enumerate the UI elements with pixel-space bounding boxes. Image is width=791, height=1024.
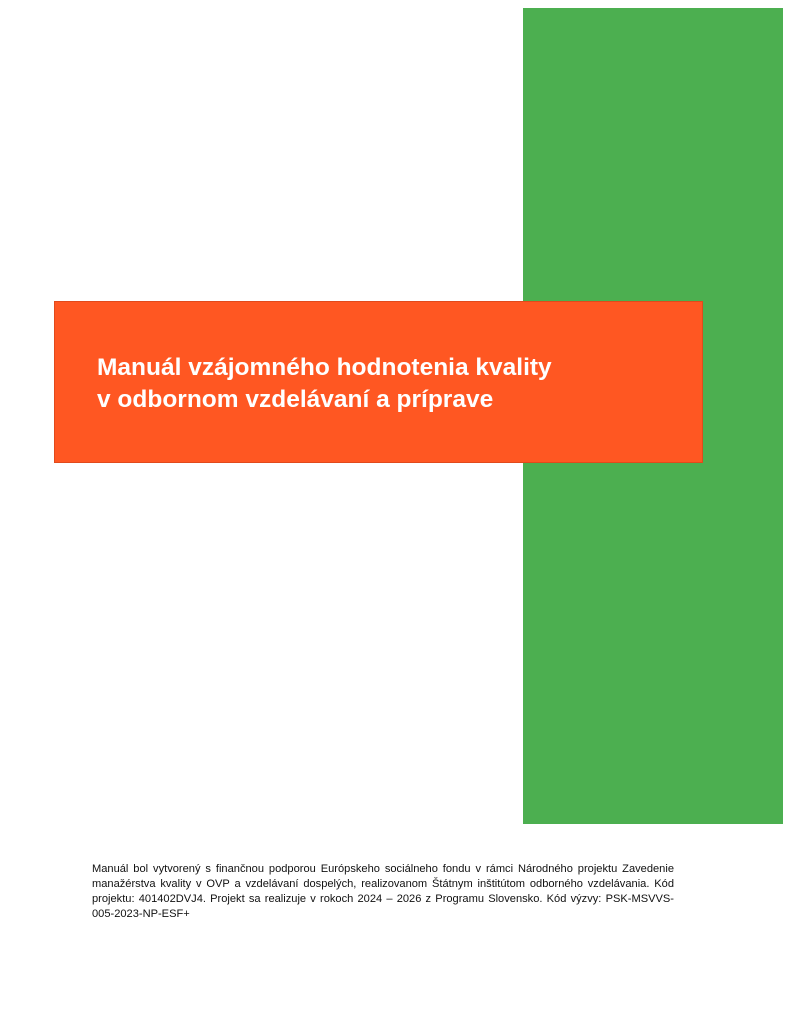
title-line-2: v odbornom vzdelávaní a príprave [97,386,494,413]
funding-footnote: Manuál bol vytvorený s finančnou podporou Európskeho sociálneho fondu v rámci Národného projektu Zavedenie manažérstva kvality v OVP a vzdelávaní dospelých, realizovanom Štátnym inštitútom odborného vzdelávania. Kód projektu: 401402DVJ4. Projekt sa realizuje v rokoch 2024 – 2026 z Programu Slovensko. Kód výzvy: PSK-MSVVS-005-2023-NP-ESF+ [92,863,674,920]
title-line-1: Manuál vzájomného hodnotenia kvality [97,354,552,381]
title-band [54,301,703,463]
document-title [97,352,697,416]
